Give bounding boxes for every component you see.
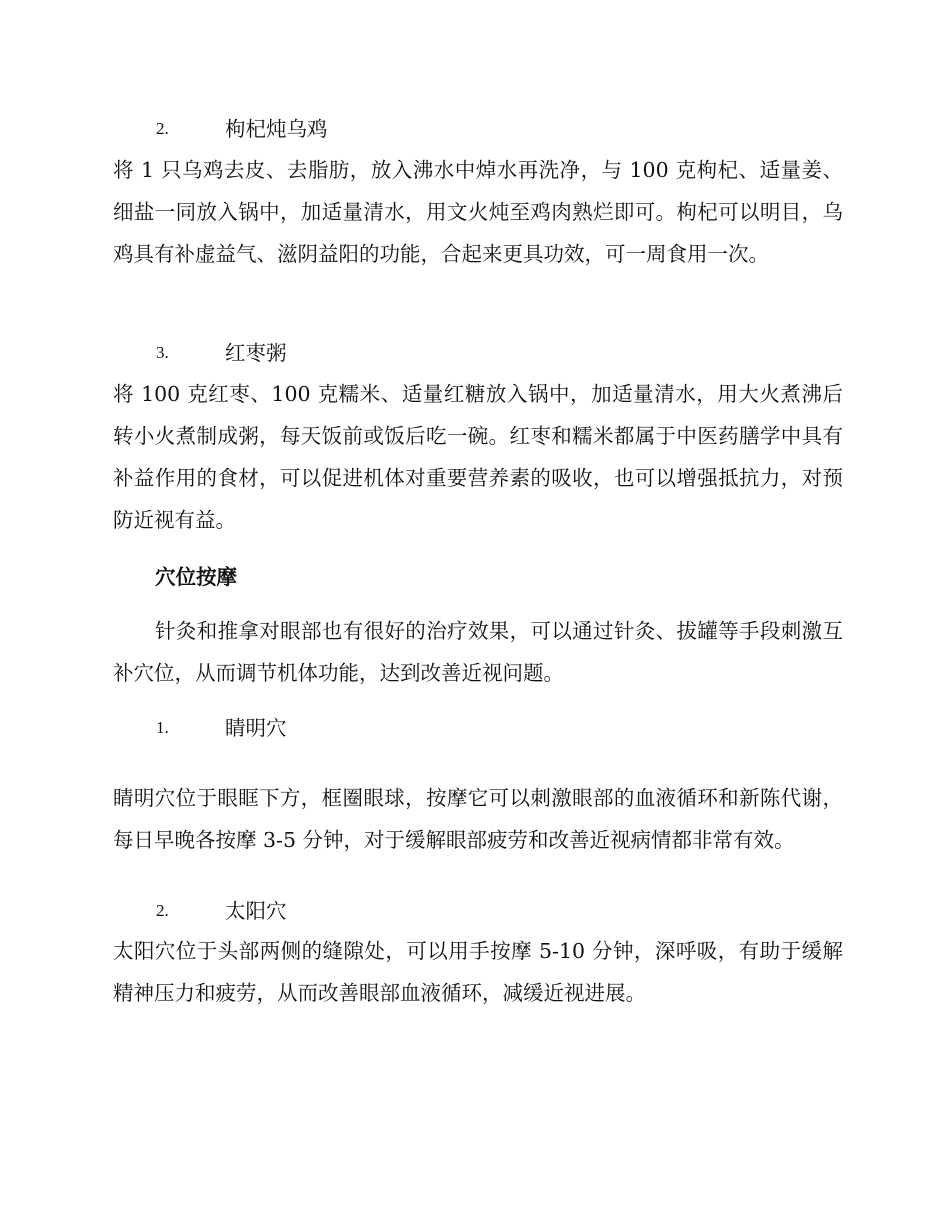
paragraph-massage-intro: 针灸和推拿对眼部也有很好的治疗效果，可以通过针灸、拔罐等手段刺激互补穴位，从而调节机体功能，达到改善近视问题。 <box>113 619 843 685</box>
paragraph-jujube-porridge: 将 100 克红枣、100 克糯米、适量红糖放入锅中，加适量清水，用大火煮沸后转小火煮制成粥，每天饭前或饭后吃一碗。红枣和糯米都属于中医药膳学中具有补益作用的食材，可以促进机体对重要营养素的吸收，也可以增强抵抗力，对预防近视有益。 <box>113 382 843 532</box>
paragraph-jingming: 睛明穴位于眼眶下方，框圈眼球，按摩它可以刺激眼部的血液循环和新陈代谢，每日早晚各按摩 3-5 分钟，对于缓解眼部疲劳和改善近视病情都非常有效。 <box>113 786 843 852</box>
list-number: 2. <box>156 901 169 920</box>
list-title: 睛明穴 <box>225 716 287 740</box>
list-title: 红枣粥 <box>225 341 287 365</box>
list-title: 太阳穴 <box>225 899 287 923</box>
paragraph-goji-chicken: 将 1 只乌鸡去皮、去脂肪，放入沸水中焯水再洗净，与 100 克枸杞、适量姜、细盐一同放入锅中，加适量清水，用文火炖至鸡肉熟烂即可。枸杞可以明目，乌鸡具有补虚益气、滋阴益阳的功能，合起来更具功效，可一周食用一次。 <box>113 158 843 266</box>
list-number: 3. <box>156 343 169 362</box>
list-number: 1. <box>156 718 169 737</box>
paragraph-taiyang: 太阳穴位于头部两侧的缝隙处，可以用手按摩 5-10 分钟，深呼吸，有助于缓解精神压力和疲劳，从而改善眼部血液循环，减缓近视进展。 <box>113 939 843 1005</box>
list-number: 2. <box>156 119 169 138</box>
section-heading-acupoint-massage: 穴位按摩 <box>155 565 237 589</box>
list-title: 枸杞炖乌鸡 <box>225 117 328 141</box>
